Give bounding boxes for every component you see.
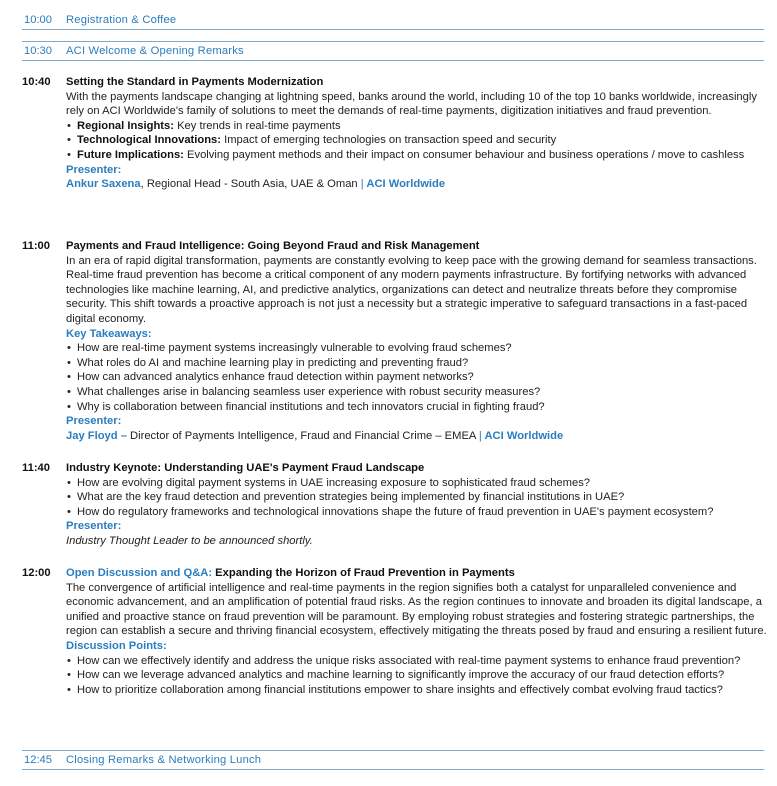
- divider: [22, 29, 764, 30]
- list-item: • How can we leverage advanced analytics and machine learning to significantly improve the accuracy of our fraud detection efforts?: [66, 668, 767, 683]
- session-open-discussion: [22, 566, 767, 697]
- list-item: • How do regulatory frameworks and technological innovations shape the future of fraud prevention in UAE's payment ecosystem?: [66, 505, 767, 520]
- list-item: • How can advanced analytics enhance fraud detection within payment networks?: [66, 370, 767, 385]
- divider: [22, 60, 764, 61]
- session-title: [66, 566, 767, 581]
- takeaways-label: Key Takeaways:: [66, 327, 152, 340]
- list-item: • Why is collaboration between financial institutions and tech innovators crucial in fighting fraud?: [66, 400, 767, 415]
- agenda-row-closing: [22, 750, 764, 770]
- presenter-org: ACI Worldwide: [481, 429, 564, 442]
- session-time: 10:40: [22, 76, 51, 88]
- list-item: • Technological Innovations: Impact of emerging technologies on transaction speed and security: [66, 133, 767, 148]
- session-time: 11:40: [22, 462, 50, 474]
- presenter-role: Director of Payments Intelligence, Fraud and Financial Crime – EMEA: [126, 429, 479, 442]
- separator: |: [360, 178, 364, 191]
- agenda-row-welcome: [22, 41, 764, 61]
- list-item: • How are real-time payment systems increasingly vulnerable to evolving fraud schemes?: [66, 341, 767, 356]
- session-title: Payments and Fraud Intelligence: Going Beyond Fraud and Risk Management: [66, 240, 480, 252]
- title-accent: Open Discussion and Q&A:: [66, 567, 213, 579]
- list-item: • What challenges arise in balancing seamless user experience with robust security measures?: [66, 385, 767, 400]
- presenter-note: Industry Thought Leader to be announced shortly.: [66, 534, 313, 547]
- divider: [22, 769, 764, 770]
- divider: [22, 41, 764, 42]
- presenter-label: Presenter:: [66, 163, 122, 176]
- agenda-row-registration: [22, 10, 764, 30]
- row-label: Closing Remarks & Networking Lunch: [66, 754, 262, 766]
- presenter-label: Presenter:: [66, 415, 122, 428]
- presenter-org: ACI Worldwide: [363, 178, 446, 191]
- session-description: In an era of rapid digital transformation, payments are constantly evolving to keep pace with the growing demand for seamless transactions. Real-time fraud prevention has become a critical component of any modern payments infrastructure. By fortifying networks with advanced technologies like machine learning, AI, and predictive analytics, organizations can detect and neutralize threats before they compromise security. This shift towards a proactive approach is not just a necessity but a strategic imperative to safeguard transactions in a fast-paced digital economy.: [66, 254, 757, 325]
- session-bullets: [66, 476, 767, 520]
- list-item: • How are evolving digital payment systems in UAE increasing exposure to sophisticated fraud schemes?: [66, 476, 767, 491]
- session-industry-keynote: [22, 461, 767, 549]
- session-bullets: [66, 119, 767, 163]
- divider: [22, 750, 764, 751]
- session-payments-modernization: [22, 75, 767, 192]
- presenter-label: Presenter:: [66, 520, 122, 533]
- takeaways-list: [66, 341, 767, 414]
- list-item: • What roles do AI and machine learning play in predicting and preventing fraud?: [66, 356, 767, 371]
- row-time: 10:00: [24, 14, 52, 26]
- list-item: • Regional Insights: Key trends in real-time payments: [66, 119, 767, 134]
- session-fraud-intelligence: [22, 239, 767, 443]
- session-title: Setting the Standard in Payments Modernization: [66, 76, 324, 88]
- session-title: Industry Keynote: Understanding UAE's Payment Fraud Landscape: [66, 462, 425, 474]
- row-time: 12:45: [24, 754, 52, 766]
- title-rest: Expanding the Horizon of Fraud Prevention in Payments: [212, 567, 515, 579]
- row-time: 10:30: [24, 45, 52, 57]
- session-description: The convergence of artificial intelligence and real-time payments in the region signifies both a catalyst for unparalleled convenience and economic advancement, and an amplification of potential fraud risks. As the region continues to innovate and broaden its digital landscape, a unified and proactive stance on fraud prevention will be paramount. By employing robust strategies and fostering strategic partnerships, the region can establish a secure and thriving financial ecosystem, effectively mitigating the threats posed by fraud and ensuring a resilient future.: [66, 581, 767, 638]
- presenter-name: Jay Floyd –: [66, 429, 127, 442]
- presenter-role: , Regional Head - South Asia, UAE & Oman: [140, 178, 361, 191]
- list-item: • How to prioritize collaboration among financial institutions empower to share insights and effectively combat evolving fraud tactics?: [66, 683, 767, 698]
- list-item: • How can we effectively identify and address the unique risks associated with real-time payment systems to enhance fraud prevention?: [66, 654, 767, 669]
- presenter-line: [66, 177, 767, 192]
- separator: |: [478, 429, 482, 442]
- discussion-label: Discussion Points:: [66, 639, 167, 652]
- presenter-name: Ankur Saxena: [66, 178, 141, 191]
- session-time: 11:00: [22, 240, 50, 252]
- discussion-list: [66, 654, 767, 698]
- session-description: With the payments landscape changing at lightning speed, banks around the world, including 10 of the top 10 banks worldwide, increasingly rely on ACI Worldwide's family of solutions to meet the demands of real-time payments, digitization initiatives and fraud prevention.: [66, 90, 757, 118]
- row-label: ACI Welcome & Opening Remarks: [66, 45, 244, 57]
- presenter-line: [66, 429, 767, 444]
- list-item: • What are the key fraud detection and prevention strategies being implemented by financial institutions in UAE?: [66, 490, 767, 505]
- session-time: 12:00: [22, 567, 51, 579]
- row-label: Registration & Coffee: [66, 14, 177, 26]
- list-item: • Future Implications: Evolving payment methods and their impact on consumer behaviour and business operations / move to cashless: [66, 148, 767, 163]
